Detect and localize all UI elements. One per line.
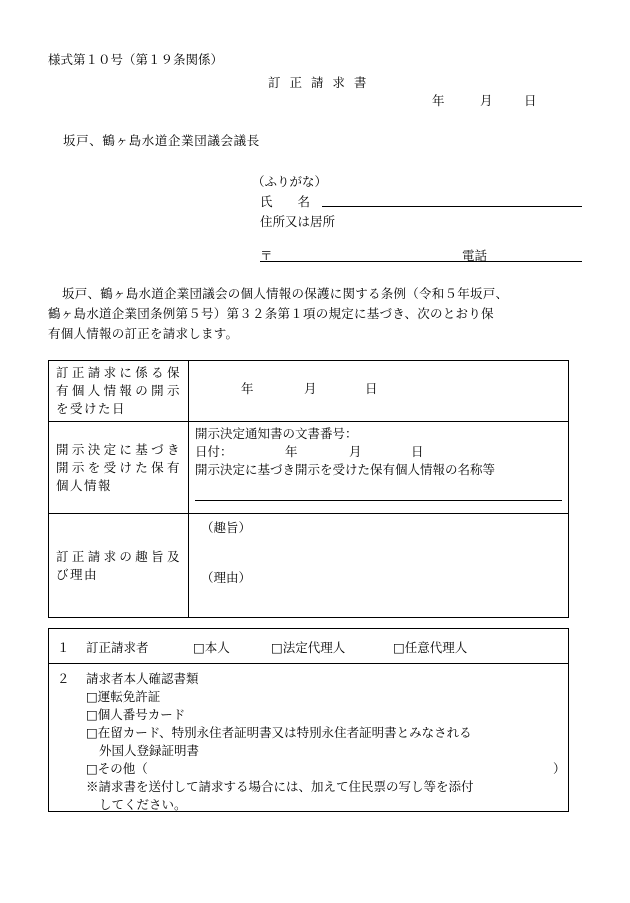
body-line-3: 有個人情報の訂正を請求します。 (48, 326, 239, 341)
body-line-2: 鶴ヶ島水道企業団条例第５号）第３２条第１項の規定に基づき、次のとおり保 (48, 306, 494, 321)
furigana-label: （ふりがな） (252, 174, 328, 189)
disclosure-date-label: 訂正請求に係る保有個人情報の開示を受けた日 (49, 361, 189, 422)
table-row (49, 514, 569, 618)
table-row (49, 422, 569, 514)
doc-other-checkbox[interactable]: □その他（ (86, 761, 148, 776)
page-title: 訂 正 請 求 書 (268, 75, 369, 90)
addressee: 坂戸、鶴ヶ島水道企業団議会議長 (63, 133, 260, 148)
requester-type-table (48, 628, 569, 812)
option-self-checkbox[interactable]: □本人 (193, 640, 230, 655)
item1-number: １ (57, 640, 70, 655)
date-month-label: 月 (480, 93, 493, 108)
requester-type-cell (49, 629, 569, 664)
disclosed-info-cell[interactable] (189, 422, 569, 514)
disclosed-info-label: 開示決定に基づき開示を受けた保有個人情報 (49, 422, 189, 514)
doc-license-checkbox[interactable]: □運転免許証 (86, 689, 161, 704)
note-line-2: してください。 (99, 797, 187, 812)
table-row (49, 664, 569, 812)
doc-number-label: 開示決定通知書の文書番号： (195, 426, 358, 441)
row1-year: 年 (241, 381, 254, 396)
correction-purpose-label: 訂正請求の趣旨及び理由 (49, 514, 189, 618)
item2-label: 請求者本人確認書類 (86, 671, 199, 686)
address-label: 住所又は居所 (260, 214, 336, 229)
form-number: 様式第１０号（第１９条関係） (48, 52, 224, 67)
row2-day: 日 (411, 444, 424, 459)
table-row (49, 629, 569, 664)
option-legal-agent-checkbox[interactable]: □法定代理人 (271, 640, 346, 655)
postal-mark: 〒 (260, 248, 273, 263)
row2-month: 月 (349, 444, 362, 459)
table-row (49, 361, 569, 422)
request-details-table (48, 360, 569, 618)
address-phone-line[interactable] (260, 261, 582, 262)
item1-label: 訂正請求者 (86, 640, 149, 655)
doc-mynumber-checkbox[interactable]: □個人番号カード (86, 707, 186, 722)
date-day-label: 日 (524, 93, 537, 108)
note-line-1: ※請求書を送付して請求する場合には、加えて住民票の写し等を添付 (86, 779, 474, 794)
name-label: 氏 名 (260, 194, 311, 209)
row2-year: 年 (285, 444, 298, 459)
doc-residence-checkbox[interactable]: □在留カード、特別永住者証明書又は特別永住者証明書とみなされる (86, 725, 472, 740)
date-year-label: 年 (432, 93, 445, 108)
row2-date-label: 日付： (195, 444, 233, 459)
row1-day: 日 (365, 381, 378, 396)
name-field-line[interactable] (322, 206, 582, 207)
purport-label: （趣旨） (201, 520, 252, 535)
body-line-1: 坂戸、鶴ヶ島水道企業団議会の個人情報の保護に関する条例（令和５年坂戸、 (62, 286, 509, 301)
item2-number: ２ (57, 671, 70, 686)
reason-label: （理由） (201, 570, 252, 585)
id-docs-cell (49, 664, 569, 812)
doc-residence-line2: 外国人登録証明書 (99, 743, 200, 758)
disclosure-date-cell[interactable] (189, 361, 569, 422)
disclosed-info-name-line (195, 500, 562, 501)
row1-month: 月 (304, 381, 317, 396)
option-voluntary-agent-checkbox[interactable]: □任意代理人 (393, 640, 468, 655)
correction-purpose-cell[interactable] (189, 514, 569, 618)
disclosed-info-name-label: 開示決定に基づき開示を受けた保有個人情報の名称等 (195, 462, 496, 477)
phone-label: 電話 (462, 248, 488, 263)
doc-other-close: ） (553, 761, 566, 776)
